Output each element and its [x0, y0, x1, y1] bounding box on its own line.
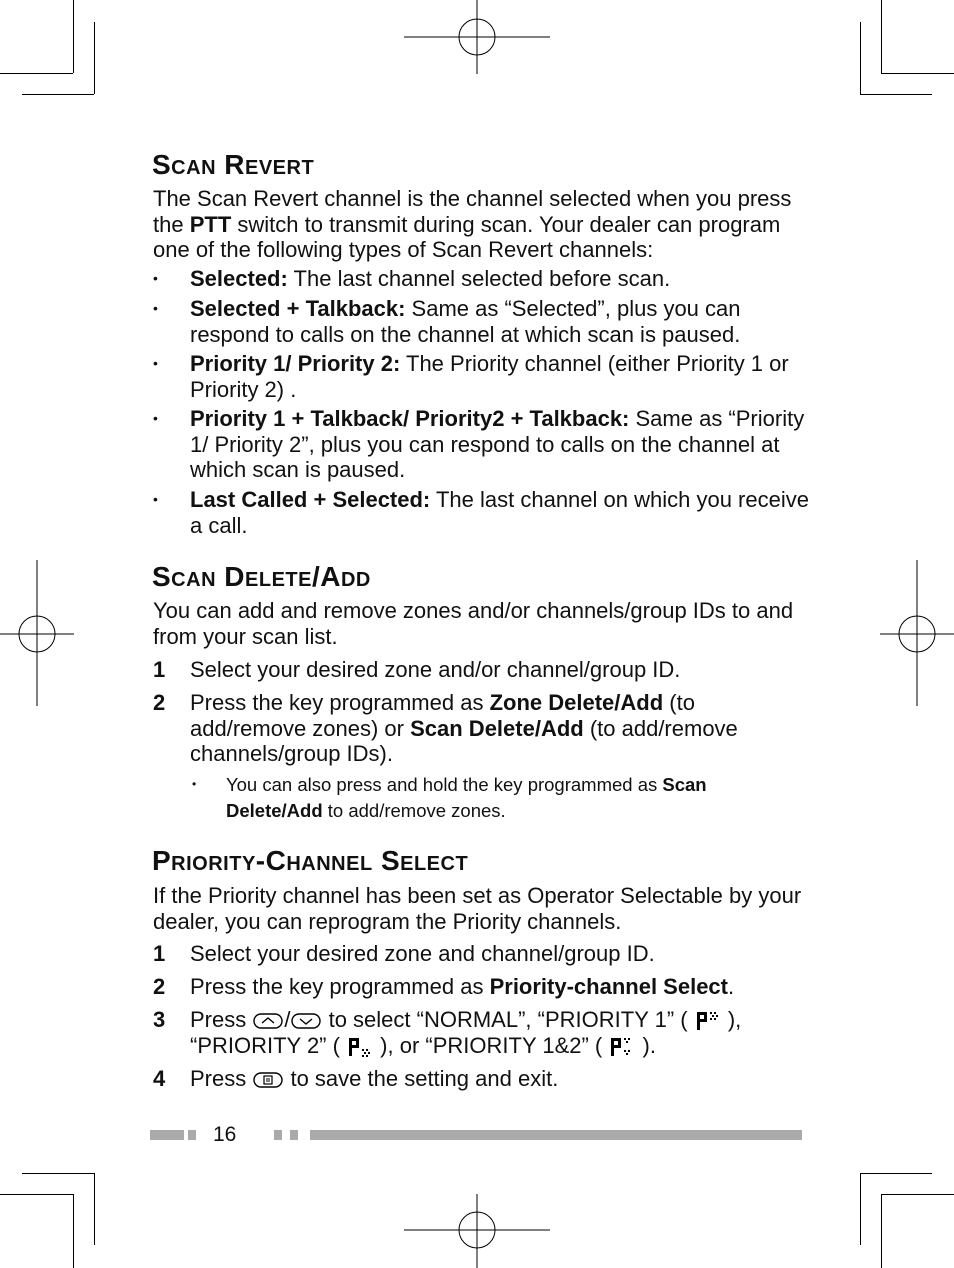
registration-mark-right: [878, 560, 954, 708]
registration-mark-top: [400, 0, 554, 80]
up-arrow-key-icon: [253, 1013, 283, 1029]
down-arrow-key-icon: [291, 1013, 321, 1029]
priority-2-icon: [347, 1036, 373, 1058]
priority-channel-intro: If the Priority channel has been set as Operator Selectable by your dealer, you can reprogram the Priority channels.: [153, 883, 802, 934]
page-number: 16: [213, 1123, 237, 1146]
footer-bar-segment: [290, 1130, 298, 1140]
footer-bar-segment: [274, 1130, 282, 1140]
priority-1-2-icon: [609, 1036, 635, 1058]
priority-1-icon: [695, 1010, 721, 1032]
scan-delete-add-heading: Scan Delete/Add: [152, 561, 371, 592]
priority-channel-select-heading: Priority-Channel Select: [152, 845, 469, 876]
footer-bar-segment: [150, 1130, 184, 1140]
registration-mark-bottom: [400, 1192, 554, 1268]
scan-delete-add-intro: You can add and remove zones and/or channels/group IDs to and from your scan list.: [153, 598, 794, 649]
footer-bar-segment: [310, 1130, 802, 1140]
registration-mark-left: [0, 560, 76, 708]
menu-key-icon: [253, 1072, 283, 1088]
scan-revert-intro: The Scan Revert channel is the channel selected when you press the PTT switch to transmit during scan. Your dealer can program one of the following types of Scan Revert channels:: [153, 186, 792, 262]
scan-revert-heading: Scan Revert: [152, 149, 315, 180]
footer-bar-segment: [188, 1130, 196, 1140]
